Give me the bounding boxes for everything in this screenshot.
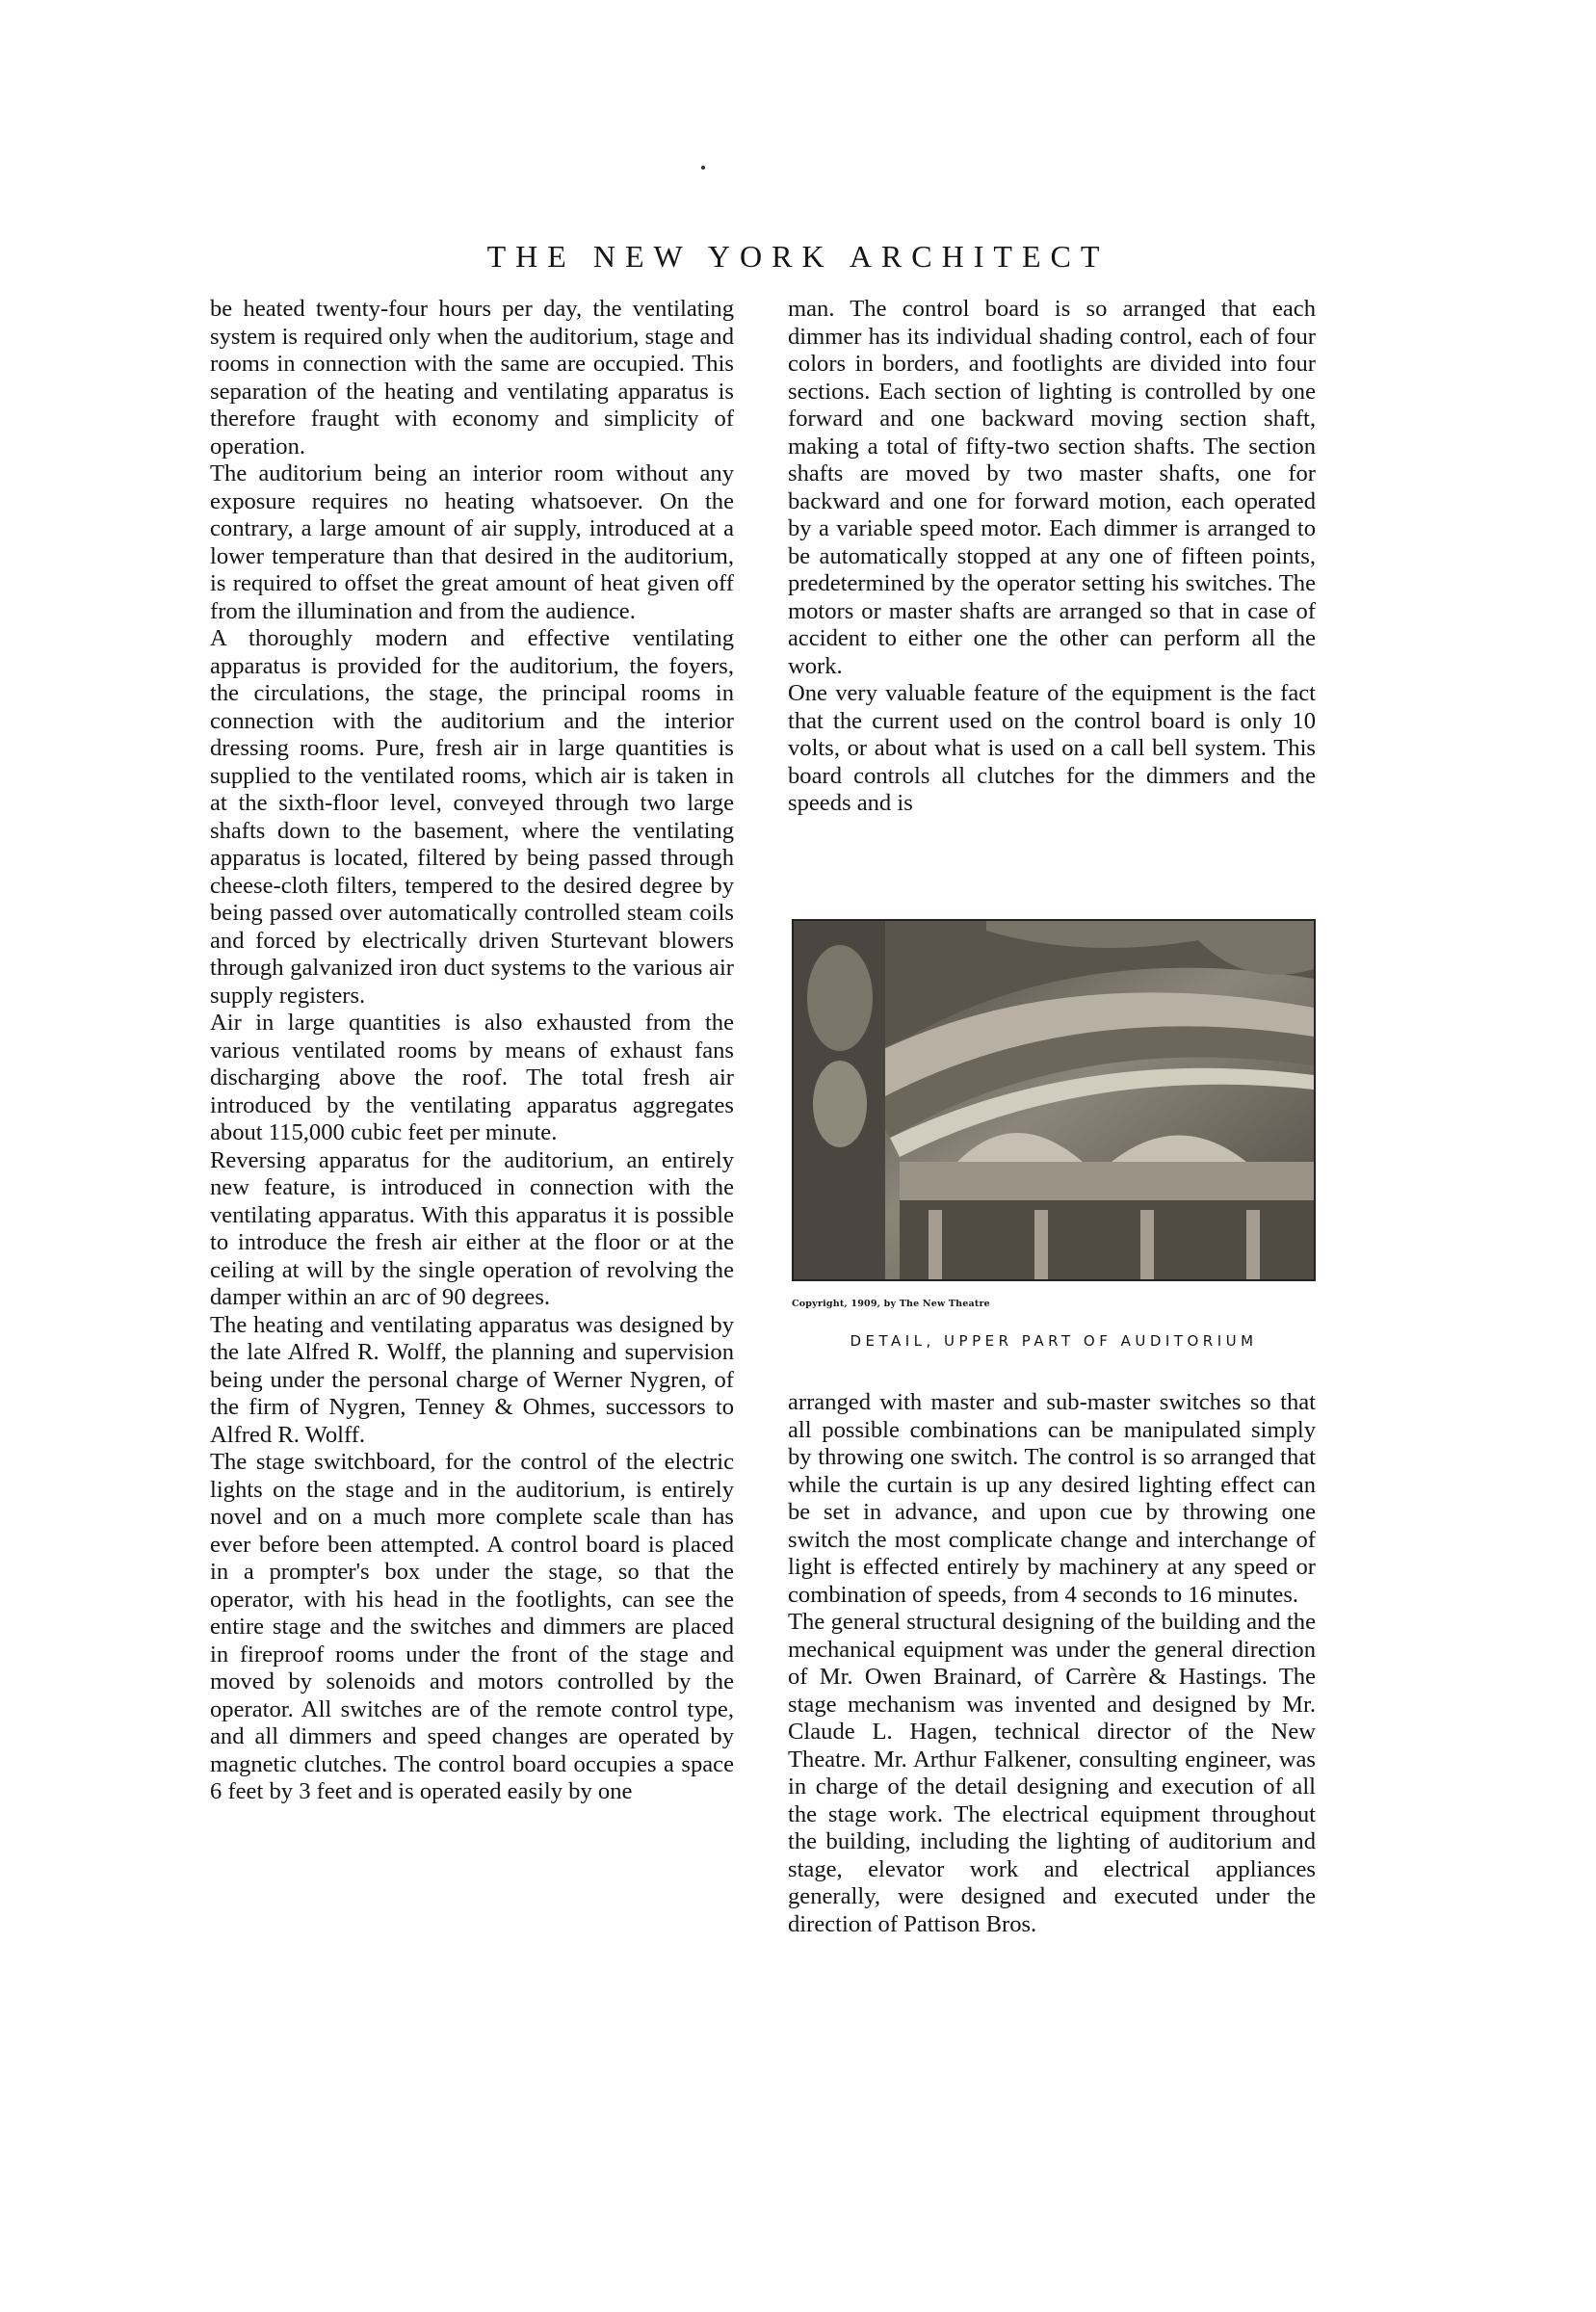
paragraph: Air in large quantities is also exhausted from the various ventilated rooms by means of exhaust fans discharging above the roof. The total fresh air introduced by the ventilating apparatus aggregates about 115,000 cubic feet per minute. — [210, 1010, 734, 1145]
page-title: THE NEW YORK ARCHITECT — [486, 239, 1110, 274]
paragraph: The stage switchboard, for the control of the electric lights on the stage and in the auditorium, is entirely novel and on a much more complete scale than has ever before been attempted. A control board is placed in a prompter's box under the stage, so that the operator, with his head in the footlights, can see the entire stage and the switches and dimmers are placed in fireproof rooms under the front of the stage and moved by solenoids and motors controlled by the operator. All switches are of the remote control type, and all dimmers and speed changes are operated by magnetic clutches. The control board occupies a space 6 feet by 3 feet and is operated easily by one — [210, 1449, 734, 1804]
paragraph: One very valuable feature of the equipment is the fact that the current used on the control board is only 10 volts, or about what is used on a call bell system. This board controls all clutches for the dimmers and the speeds and is — [788, 680, 1316, 816]
paragraph: The auditorium being an interior room without any exposure requires no heating whatsoever. On the contrary, a large amount of air supply, introduced at a lower temperature than that desired in the auditorium, is required to offset the great amount of heat given off from the illumination and from the audience. — [210, 460, 734, 624]
paragraph: arranged with master and sub-master switches so that all possible combinations can be manipulated simply by throwing one switch. The control is so arranged that while the curtain is up any desired lighting effect can be set in advance, and upon cue by throwing one switch the most complicate change and interchange of light is effected entirely by machinery at any speed or combination of speeds, from 4 seconds to 16 minutes. — [788, 1389, 1316, 1608]
paragraph: Reversing apparatus for the auditorium, an entirely new feature, is introduced in connection with the ventilating apparatus. With this apparatus it is possible to introduce the fresh air either at the floor or at the ceiling at will by the single operation of revolving the damper within an arc of 90 degrees. — [210, 1146, 734, 1310]
page-mark-dot — [701, 166, 705, 170]
auditorium-photo-illustration — [794, 921, 1314, 1279]
paragraph: be heated twenty-four hours per day, the ventilating system is required only when the auditorium, stage and rooms in connection with the same are occupied. This separation of the heating and ventilating apparatus is therefore fraught with economy and simplicity of operation. — [210, 296, 734, 460]
paragraph: The heating and ventilating apparatus was designed by the late Alfred R. Wolff, the planning and supervision being under the personal charge of Werner Nygren, of the firm of Nygren, Tenney & Ohmes, successors to Alfred R. Wolff. — [210, 1311, 734, 1448]
right-column-top — [788, 296, 1316, 818]
auditorium-photo — [792, 919, 1316, 1281]
right-column-bottom — [788, 1389, 1316, 1938]
figure-caption: DETAIL, UPPER PART OF AUDITORIUM — [850, 1332, 1258, 1350]
left-column — [210, 296, 734, 1806]
paragraph: The general structural designing of the building and the mechanical equipment was under the general direction of Mr. Owen Brainard, of Carrère & Hastings. The stage mechanism was invented and designed by Mr. Claude L. Hagen, technical director of the New Theatre. Mr. Arthur Falkener, consulting engineer, was in charge of the detail designing and execution of all the stage work. The electrical equipment throughout the building, including the lighting of auditorium and stage, elevator work and electrical appliances generally, were designed and executed under the direction of Pattison Bros. — [788, 1609, 1316, 1937]
photo-credit: Copyright, 1909, by The New Theatre — [792, 1299, 990, 1309]
paragraph: A thoroughly modern and effective ventilating apparatus is provided for the auditorium, the foyers, the circulations, the stage, the principal rooms in connection with the auditorium and the interior dressing rooms. Pure, fresh air in large quantities is supplied to the ventilated rooms, which air is taken in at the sixth-floor level, conveyed through two large shafts down to the basement, where the ventilating apparatus is located, filtered by being passed through cheese-cloth filters, tempered to the desired degree by being passed over automatically controlled steam coils and forced by electrically driven Sturtevant blowers through galvanized iron duct systems to the various air supply registers. — [210, 625, 734, 1009]
paragraph: man. The control board is so arranged that each dimmer has its individual shading control, each of four colors in borders, and footlights are divided into four sections. Each section of lighting is controlled by one forward and one backward moving section shaft, making a total of fifty-two section shafts. The section shafts are moved by two master shafts, one for backward and one for forward motion, each operated by a variable speed motor. Each dimmer is arranged to be automatically stopped at any one of fifteen points, predetermined by the operator setting his switches. The motors or master shafts are arranged so that in case of accident to either one the other can perform all the work. — [788, 296, 1316, 679]
